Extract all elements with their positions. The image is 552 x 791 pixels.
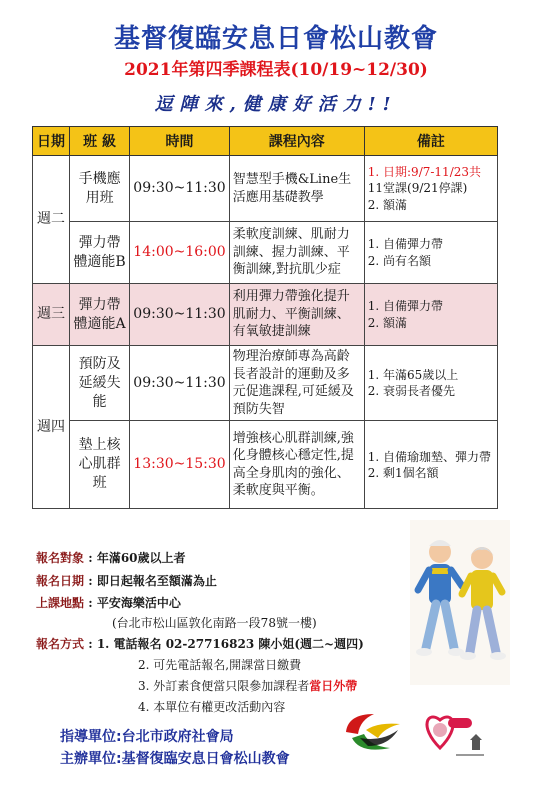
note-line: 2. 額滿 bbox=[367, 315, 408, 330]
note-line: 1. 日期:9/7-11/23共 bbox=[367, 165, 482, 180]
time-cell: 09:30~11:30 bbox=[130, 156, 229, 222]
table-header-row bbox=[33, 127, 498, 156]
class-cell: 墊上核心肌群班 bbox=[69, 421, 129, 509]
time-cell: 09:30~11:30 bbox=[130, 346, 229, 421]
guide-unit: 指導單位:台北市政府社會局 bbox=[60, 729, 234, 745]
note-cell bbox=[364, 222, 497, 284]
info-method-4: 4. 本單位有權更改活動內容 bbox=[138, 700, 286, 714]
info-highlight: 當日外帶 bbox=[309, 679, 358, 693]
class-cell: 彈力帶體適能B bbox=[69, 222, 129, 284]
info-place: 上課地點 : 平安海樂活中心 bbox=[36, 596, 181, 610]
note-line: 2. 剩1個名額 bbox=[367, 465, 439, 480]
table-row bbox=[33, 156, 498, 222]
note-line: 1. 自備彈力帶 bbox=[367, 299, 444, 314]
note-line: 2. 衰弱長者優先 bbox=[367, 384, 456, 399]
content-cell: 增強核心肌群訓練,強化身體核心穩定性,提高全身肌肉的強化、柔軟度與平衡。 bbox=[229, 421, 364, 509]
note-line: 11堂課(9/21停課) bbox=[367, 181, 468, 196]
note-line: 1. 自備彈力帶 bbox=[367, 237, 444, 252]
table-row bbox=[33, 421, 498, 509]
note-line: 1. 年滿65歲以上 bbox=[367, 367, 459, 382]
info-value: 3. 外訂素食便當只限參加課程者 bbox=[138, 679, 310, 693]
page-title: 基督復臨安息日會松山教會 bbox=[113, 24, 438, 54]
time-cell: 09:30~11:30 bbox=[130, 284, 229, 346]
table-row bbox=[33, 222, 498, 284]
column-header-time: 時間 bbox=[130, 127, 229, 156]
host-unit: 主辦單位:基督復臨安息日會松山教會 bbox=[60, 751, 290, 767]
content-cell: 智慧型手機&Line生活應用基礎教學 bbox=[229, 156, 364, 222]
info-label: 上課地點 bbox=[36, 596, 85, 610]
column-header-date: 日期 bbox=[33, 127, 70, 156]
column-header-note: 備註 bbox=[364, 127, 497, 156]
info-method-2: 2. 可先電話報名,開課當日繳費 bbox=[138, 658, 302, 672]
table-row bbox=[33, 284, 498, 346]
day-cell: 週二 bbox=[33, 156, 70, 284]
class-cell: 預防及延緩失能 bbox=[69, 346, 129, 421]
table-row bbox=[33, 346, 498, 421]
slogan: 逗陣來,健康好活力!! bbox=[154, 94, 398, 115]
info-method-3 bbox=[138, 677, 357, 694]
note-line: 2. 尚有名額 bbox=[367, 253, 432, 268]
note-line: 1. 自備瑜珈墊、彈力帶 bbox=[367, 449, 492, 464]
note-cell bbox=[364, 284, 497, 346]
info-label: 報名對象 bbox=[36, 551, 85, 565]
note-cell bbox=[364, 156, 497, 222]
content-cell: 物理治療師專為高齡長者設計的運動及多元促進課程,可延緩及預防失智 bbox=[229, 346, 364, 421]
info-value: 年滿60歲以上者 bbox=[96, 551, 186, 565]
day-cell: 週四 bbox=[33, 346, 70, 509]
schedule-table bbox=[32, 126, 498, 509]
info-value: 1. 電話報名 02-27716823 陳小姐(週二~週四) bbox=[96, 637, 364, 651]
social-bureau-logo bbox=[338, 708, 410, 758]
column-header-content: 課程內容 bbox=[229, 127, 364, 156]
info-label: 報名日期 bbox=[36, 574, 85, 588]
class-cell: 彈力帶體適能A bbox=[69, 284, 129, 346]
info-address: (台北市松山區敦化南路一段78號一樓) bbox=[112, 616, 317, 630]
column-header-class: 班 級 bbox=[69, 127, 129, 156]
content-cell: 柔軟度訓練、肌耐力訓練、握力訓練、平衡訓練,對抗肌少症 bbox=[229, 222, 364, 284]
content-cell: 利用彈力帶強化提升肌耐力、平衡訓練、有氧敏捷訓練 bbox=[229, 284, 364, 346]
info-target: 報名對象 : 年滿60歲以上者 bbox=[36, 551, 186, 565]
page-subtitle: 2021年第四季課程表(10/19~12/30) bbox=[124, 60, 428, 80]
info-value: 即日起報名至額滿為止 bbox=[96, 574, 217, 588]
info-date: 報名日期 : 即日起報名至額滿為止 bbox=[36, 574, 217, 588]
church-heart-logo bbox=[420, 708, 492, 760]
info-value: 平安海樂活中心 bbox=[96, 596, 181, 610]
note-line: 2. 額滿 bbox=[367, 197, 408, 212]
info-method: 報名方式 : 1. 電話報名 02-27716823 陳小姐(週二~週四) bbox=[36, 637, 364, 651]
elderly-walkers-illustration bbox=[410, 520, 510, 685]
class-cell: 手機應用班 bbox=[69, 156, 129, 222]
time-cell: 14:00~16:00 bbox=[130, 222, 229, 284]
note-cell bbox=[364, 421, 497, 509]
info-label: 報名方式 bbox=[36, 637, 85, 651]
time-cell: 13:30~15:30 bbox=[130, 421, 229, 509]
day-cell: 週三 bbox=[33, 284, 70, 346]
note-cell bbox=[364, 346, 497, 421]
